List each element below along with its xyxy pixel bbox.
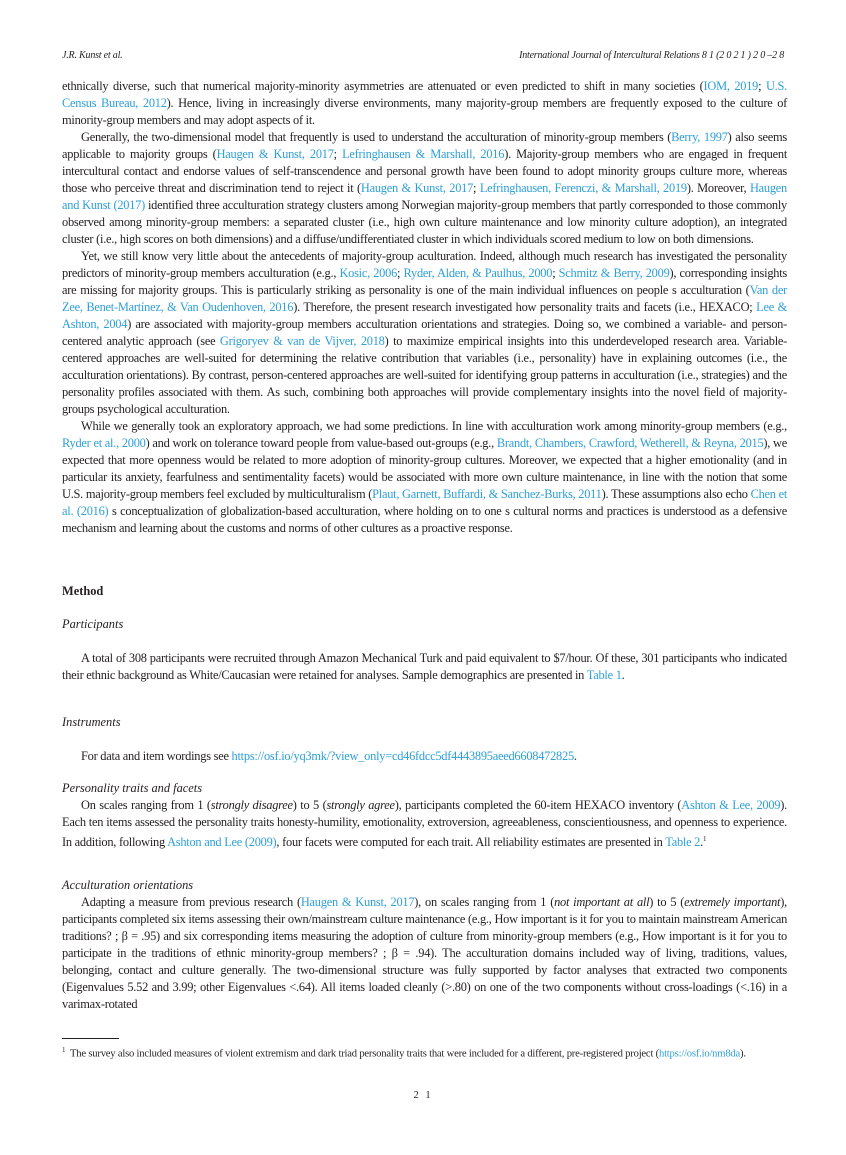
- italic-text: not important at all: [554, 895, 650, 909]
- italic-text: extremely important: [684, 895, 781, 909]
- footnote: [62, 1042, 787, 1063]
- reference-link[interactable]: Table 1: [586, 668, 622, 682]
- running-header-journal: International Journal of Intercultural Relations 8 1 (2 0 2 1 ) 2 0 –2 8: [519, 50, 784, 61]
- italic-text: strongly agree: [326, 798, 395, 812]
- text-run: ), we expected that more openness would be related to more adoption of minority-group cultures. Moreover, we expected that a higher emotionality (and in particular its anxiety, fearfulness and sentimentality facets) would be associated with more own culture maintenance, in line with the notion that some U.S. majority-group members feel excluded by multiculturalism (: [62, 436, 787, 501]
- text-run: ) to 5 (: [649, 895, 685, 909]
- text-run: ), participants completed the 60-item HEXACO inventory (: [394, 798, 682, 812]
- paragraph: [62, 894, 787, 1013]
- text-run: ), corresponding insights are missing for majority groups. This is particularly striking as personality is one of the main individual influences on people s acculturation (: [62, 266, 787, 297]
- acculturation-section: [62, 894, 787, 1013]
- text-run: , four facets were computed for each trait. All reliability estimates are presented in: [276, 835, 666, 850]
- text-run: identified three acculturation strategy clusters among Norwegian majority-group members that partly corresponded to those commonly observed among minority-group members: a separated cluster (i.e., high own culture maintenance and low minority culture adoption), an integrated cluster (i.e., high scores on both dimensions) and a diffuse/undifferentiated cluster in which individuals scored medium to low on both dimensions.: [62, 198, 787, 246]
- reference-link[interactable]: Lefringhausen, Ferenczi, & Marshall, 2019: [479, 181, 687, 195]
- text-run: ;: [397, 266, 404, 280]
- text-run: For data and item wordings see: [81, 749, 232, 763]
- text-run: .: [700, 835, 703, 850]
- running-header-authors: J.R. Kunst et al.: [62, 50, 123, 61]
- paragraph: [62, 748, 787, 765]
- reference-link[interactable]: Van der Zee, Benet-Martínez, & Van Oudenhoven, 2016: [62, 283, 787, 314]
- text-run: Adapting a measure from previous research (: [81, 895, 301, 909]
- paragraph: [62, 78, 787, 129]
- paragraph: [62, 650, 787, 684]
- personality-section: [62, 797, 787, 851]
- subheading-acculturation: Acculturation orientations: [62, 878, 194, 892]
- paragraph: [62, 418, 787, 537]
- reference-link[interactable]: Ryder, Alden, & Paulhus, 2000: [403, 266, 553, 280]
- text-run: ). Majority-group members who are engaged in frequent intercultural contact and endorse values of self-transcendence and personal growth have been found to adopt minority groups culture more, whereas those who perceive threat and discrimination tend to reject it (: [62, 147, 788, 195]
- reference-link[interactable]: https://osf.io/nm8da: [658, 1048, 741, 1060]
- paragraph: [62, 797, 787, 851]
- text-run: ). Hence, living in increasingly diverse environments, many majority-group members are frequently exposed to the culture of minority-group members and may adopt aspects of it.: [62, 96, 788, 127]
- reference-link[interactable]: Plaut, Garnett, Buffardi, & Sanchez-Burks, 2011: [372, 487, 602, 501]
- subheading-personality: Personality traits and facets: [62, 781, 203, 795]
- footnote-divider: [62, 1038, 119, 1039]
- text-run: .: [621, 668, 625, 682]
- text-run: Yet, we still know very little about the antecedents of majority-group aculturation. Indeed, although much research has investigated the personality predictors of minority-group members acculturation (e.g.,: [62, 249, 787, 280]
- reference-link[interactable]: Grigoryev & van de Vijver, 2018: [219, 334, 385, 348]
- reference-link[interactable]: https://osf.io/yq3mk/?view_only=cd46fdcc5df4443895aeed6608472825: [231, 749, 574, 763]
- text-run: ;: [758, 79, 766, 93]
- subheading-participants: Participants: [62, 617, 124, 631]
- reference-link[interactable]: Berry, 1997: [671, 130, 728, 144]
- text-run: ) and work on tolerance toward people from value-based out-groups (e.g.,: [145, 436, 497, 450]
- page-number: 2 1: [413, 1090, 433, 1101]
- text-run: The survey also included measures of violent extremism and dark triad personality traits that were included for a different, pre-registered project (: [70, 1048, 659, 1060]
- text-run: ) are associated with majority-group members acculturation orientations and strategies. Doing so, we combined a variable- and person-centered analytic approach (see: [62, 317, 787, 348]
- instruments-section: [62, 748, 787, 765]
- text-run: ). These assumptions also echo: [601, 487, 751, 501]
- reference-link[interactable]: Chen et al. (2016): [62, 487, 788, 518]
- text-run: ) to 5 (: [292, 798, 327, 812]
- intro-section: [62, 78, 787, 537]
- reference-link[interactable]: Haugen and Kunst (2017): [62, 181, 787, 212]
- footnote-ref[interactable]: 1: [703, 835, 707, 843]
- text-run: ).: [740, 1048, 746, 1060]
- footnote-text: [70, 1049, 746, 1060]
- paragraph: [62, 248, 787, 418]
- text-run: ). Moreover,: [686, 181, 750, 195]
- reference-link[interactable]: Kosic, 2006: [339, 266, 398, 280]
- text-run: ;: [333, 147, 343, 161]
- text-run: .: [573, 749, 577, 763]
- reference-link[interactable]: Haugen & Kunst, 2017: [300, 895, 415, 909]
- reference-link[interactable]: U.S. Census Bureau, 2012: [62, 79, 787, 110]
- text-run: While we generally took an exploratory approach, we had some predictions. In line with acculturation work among minority-group members (e.g.,: [81, 419, 787, 433]
- text-run: ). Each ten items assessed the personality traits honesty-humility, emotionality, extroversion, agreeableness, conscientiousness, and openness to experience. In addition, following: [62, 798, 787, 850]
- participants-section: [62, 650, 787, 684]
- reference-link[interactable]: IOM, 2019: [703, 79, 759, 93]
- text-run: ), on scales ranging from 1 (: [414, 895, 555, 909]
- text-run: ), participants completed six items assessing their own/mainstream culture maintenance (e.g., How important is it for you to maintain mainstream American traditions? ; β = .95) and six corresponding items measuring the adoption of culture from minority-group members (e.g., How important is it for you to participate in the traditions of ethnic minority-group members? ; β = .94). The acculturation domains included way of living, traditions, values, belonging, contact and culture generally. The two-dimensional structure was fully supported by factor analyses that extracted two components (Eigenvalues 5.52 and 3.99; other Eigenvalues <.64). All items loaded cleanly (>.80) on one of the two components without cross-loadings (<.16) in a varimax-rotated: [62, 895, 788, 1011]
- text-run: ;: [552, 266, 559, 280]
- reference-link[interactable]: Table 2: [665, 835, 701, 850]
- footnote-marker: 1: [62, 1046, 66, 1054]
- text-run: A total of 308 participants were recruited through Amazon Mechanical Turk and paid equivalent to $7/hour. Of these, 301 participants who indicated their ethnic background as White/Caucasian were retained for analyses. Sample demographics are presented in: [62, 651, 787, 682]
- text-run: s conceptualization of globalization-based acculturation, where holding on to one s cultural norms and practices is understood as a defensive mechanism and learning about the customs and norms of other cultures as a proactive response.: [62, 504, 787, 535]
- paragraph: [62, 129, 787, 248]
- text-run: ) also seems applicable to majority groups (: [62, 130, 788, 161]
- subheading-instruments: Instruments: [62, 715, 121, 729]
- italic-text: strongly disagree: [210, 798, 293, 812]
- reference-link[interactable]: Ashton and Lee (2009): [167, 835, 277, 850]
- section-heading-method: Method: [62, 584, 104, 598]
- text-run: On scales ranging from 1 (: [81, 798, 211, 812]
- reference-link[interactable]: Lee & Ashton, 2004: [62, 300, 787, 331]
- reference-link[interactable]: Haugen & Kunst, 2017: [216, 147, 334, 161]
- reference-link[interactable]: Lefringhausen & Marshall, 2016: [342, 147, 505, 161]
- text-run: Generally, the two-dimensional model that frequently is used to understand the acculturation of minority-group members (: [81, 130, 672, 144]
- reference-link[interactable]: Ryder et al., 2000: [62, 436, 146, 450]
- reference-link[interactable]: Schmitz & Berry, 2009: [558, 266, 670, 280]
- text-run: ;: [473, 181, 480, 195]
- text-run: ). Therefore, the present research investigated how personality traits and facets (i.e., HEXACO;: [293, 300, 757, 314]
- text-run: ) to maximize empirical insights into this underdeveloped research area. Variable-centered approaches are well-suited for determining the relative contribution that variables (i.e., personality) have in explaining outcomes (i.e., the acculturation orientations). By contrast, person-centered approaches are well-suited for identifying group patterns in acculturation (i.e., strategies) and the personality profiles associated with them. As such, combining both approaches will provide complementary insights into the novel field of majority-groups psychological acculturation.: [62, 334, 788, 416]
- reference-link[interactable]: Ashton & Lee, 2009: [681, 798, 781, 812]
- reference-link[interactable]: Haugen & Kunst, 2017: [360, 181, 474, 195]
- text-run: ethnically diverse, such that numerical majority-minority asymmetries are attenuated or even predicted to shift in many societies (: [62, 79, 704, 93]
- reference-link[interactable]: Brandt, Chambers, Crawford, Wetherell, & Reyna, 2015: [496, 436, 764, 450]
